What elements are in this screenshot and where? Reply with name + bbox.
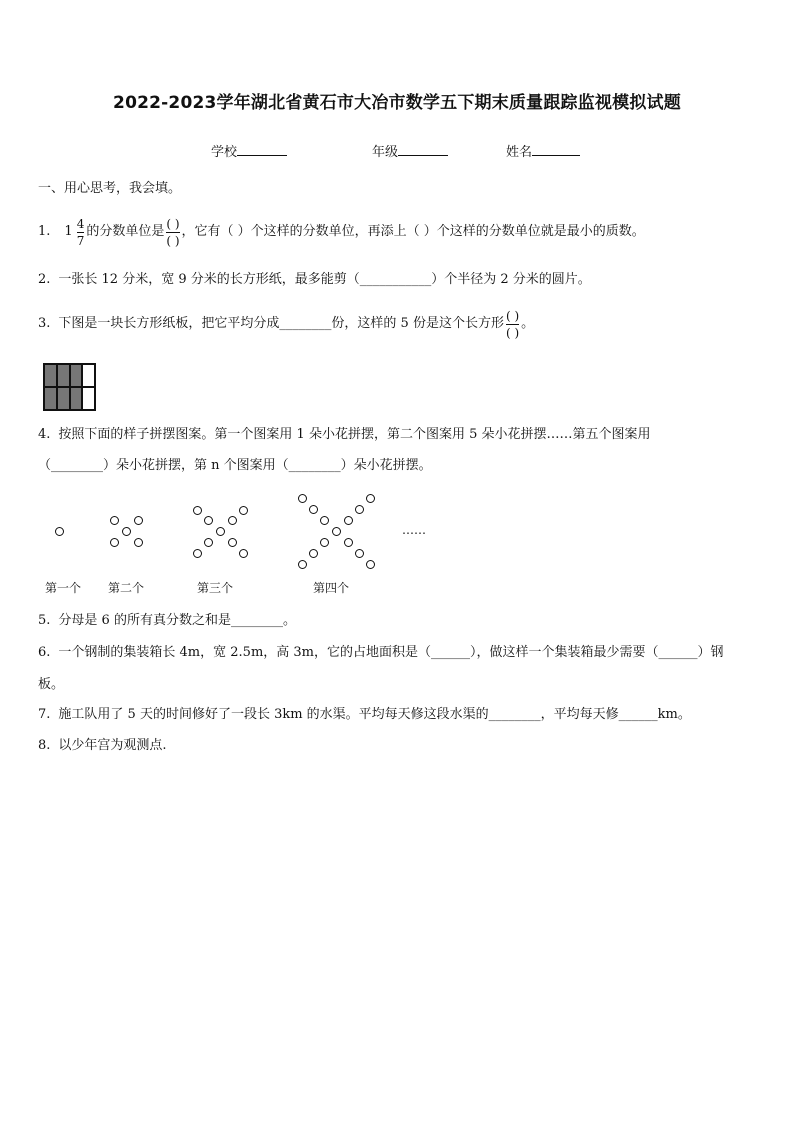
name-label: 姓名 bbox=[506, 145, 533, 160]
grid-cell-filled bbox=[57, 387, 70, 410]
flower-circle bbox=[239, 506, 248, 515]
question-5 bbox=[38, 613, 296, 629]
flower-circle bbox=[309, 505, 318, 514]
q6-number: 6. bbox=[38, 645, 51, 660]
q1-text-1: 的分数单位是 bbox=[86, 224, 165, 239]
question-3 bbox=[38, 301, 534, 347]
q7-number: 7. bbox=[38, 707, 51, 722]
flower-circle bbox=[216, 527, 225, 536]
q4-number: 4. bbox=[38, 427, 51, 442]
question-8 bbox=[38, 738, 167, 754]
flower-circle bbox=[122, 527, 131, 536]
q1-answer-num: ( ) bbox=[166, 216, 180, 231]
q4-text-1: 按照下面的样子拼摆图案。第一个图案用 1 朵小花拼摆，第二个图案用 5 朵小花拼摆……第五个图案用 bbox=[58, 427, 651, 442]
flower-circle bbox=[204, 516, 213, 525]
flower-circle bbox=[204, 538, 213, 547]
q1-answer-fraction[interactable] bbox=[166, 217, 179, 248]
flower-circle bbox=[55, 527, 64, 536]
flower-circle bbox=[110, 516, 119, 525]
page-title: 2022-2023学年湖北省黄石市大冶市数学五下期末质量跟踪监视模拟试题 bbox=[113, 93, 681, 113]
q8-text: 以少年宫为观测点. bbox=[58, 738, 167, 753]
grid-cell-filled bbox=[44, 387, 57, 410]
q7-text: 施工队用了 5 天的时间修好了一段长 3km 的水渠。平均每天修这段水渠的________，平均每天修______km。 bbox=[58, 707, 691, 722]
flower-circle bbox=[355, 505, 364, 514]
q3-answer-fraction[interactable] bbox=[506, 309, 519, 340]
flower-circle bbox=[134, 516, 143, 525]
grid-cell-filled bbox=[57, 364, 70, 387]
pattern-ellipsis: …… bbox=[402, 523, 426, 537]
q1-numerator: 4 bbox=[76, 216, 85, 231]
q1-mixed-number bbox=[64, 217, 86, 248]
flower-circle bbox=[332, 527, 341, 536]
flower-circle bbox=[134, 538, 143, 547]
school-blank[interactable] bbox=[237, 141, 287, 156]
figure-label-1: 第一个 bbox=[45, 581, 82, 595]
q3-number: 3. bbox=[38, 316, 51, 331]
school-field bbox=[211, 141, 287, 160]
name-field bbox=[506, 141, 580, 160]
q3-text-1: 下图是一块长方形纸板，把它平均分成________份，这样的 5 份是这个长方形 bbox=[58, 316, 504, 331]
grade-field bbox=[372, 141, 448, 160]
question-7 bbox=[38, 707, 691, 723]
rectangle-grid-figure bbox=[43, 363, 96, 411]
q5-text: 分母是 6 的所有真分数之和是________。 bbox=[58, 613, 296, 628]
grade-label: 年级 bbox=[372, 145, 399, 160]
question-4-line-1 bbox=[38, 427, 650, 443]
q8-number: 8. bbox=[38, 738, 51, 753]
question-1 bbox=[38, 210, 645, 254]
flower-circle bbox=[298, 560, 307, 569]
q6-text-1: 一个钢制的集装箱长 4m，宽 2.5m，高 3m，它的占地面积是（______），做这样一个集装箱最少需要（______）钢 bbox=[58, 645, 724, 660]
question-6-line-2: 板。 bbox=[38, 677, 65, 692]
flower-circle bbox=[193, 506, 202, 515]
flower-circle bbox=[344, 516, 353, 525]
flower-circle bbox=[228, 538, 237, 547]
question-2 bbox=[38, 272, 591, 288]
grid-cell-empty bbox=[82, 364, 95, 387]
section-heading: 一、用心思考，我会填。 bbox=[38, 181, 182, 196]
flower-circle bbox=[355, 549, 364, 558]
q5-number: 5. bbox=[38, 613, 51, 628]
q3-answer-num: ( ) bbox=[505, 308, 520, 323]
q2-text: 一张长 12 分米，宽 9 分米的长方形纸，最多能剪（___________）个半径为 2 分米的圆片。 bbox=[58, 272, 591, 287]
q3-text-2: 。 bbox=[521, 316, 535, 331]
q1-answer-den: ( ) bbox=[166, 233, 180, 248]
q3-answer-den: ( ) bbox=[505, 325, 520, 340]
flower-circle bbox=[309, 549, 318, 558]
question-4-line-2: （________）朵小花拼摆，第 n 个图案用（________）朵小花拼摆。 bbox=[38, 458, 432, 473]
grid-cell-filled bbox=[70, 387, 83, 410]
q1-number: 1. bbox=[38, 224, 51, 239]
figure-label-4: 第四个 bbox=[313, 581, 350, 595]
grid-cell-empty bbox=[82, 387, 95, 410]
q2-number: 2. bbox=[38, 272, 51, 287]
q1-whole: 1 bbox=[64, 224, 73, 239]
grid-cell-filled bbox=[70, 364, 83, 387]
flower-circle bbox=[228, 516, 237, 525]
school-label: 学校 bbox=[211, 145, 238, 160]
flower-circle bbox=[366, 494, 375, 503]
flower-circle bbox=[239, 549, 248, 558]
name-blank[interactable] bbox=[532, 141, 580, 156]
figure-label-3: 第三个 bbox=[197, 581, 234, 595]
q1-denominator: 7 bbox=[76, 233, 85, 248]
figure-label-2: 第二个 bbox=[108, 581, 145, 595]
q1-text-2: ，它有（ ）个这样的分数单位，再添上（ ）个这样的分数单位就是最小的质数。 bbox=[181, 224, 645, 239]
flower-circle bbox=[344, 538, 353, 547]
flower-circle bbox=[320, 516, 329, 525]
grade-blank[interactable] bbox=[398, 141, 448, 156]
flower-circle bbox=[110, 538, 119, 547]
flower-circle bbox=[320, 538, 329, 547]
flower-circle bbox=[366, 560, 375, 569]
flower-circle bbox=[298, 494, 307, 503]
flower-circle bbox=[193, 549, 202, 558]
question-6-line-1 bbox=[38, 645, 724, 661]
grid-cell-filled bbox=[44, 364, 57, 387]
